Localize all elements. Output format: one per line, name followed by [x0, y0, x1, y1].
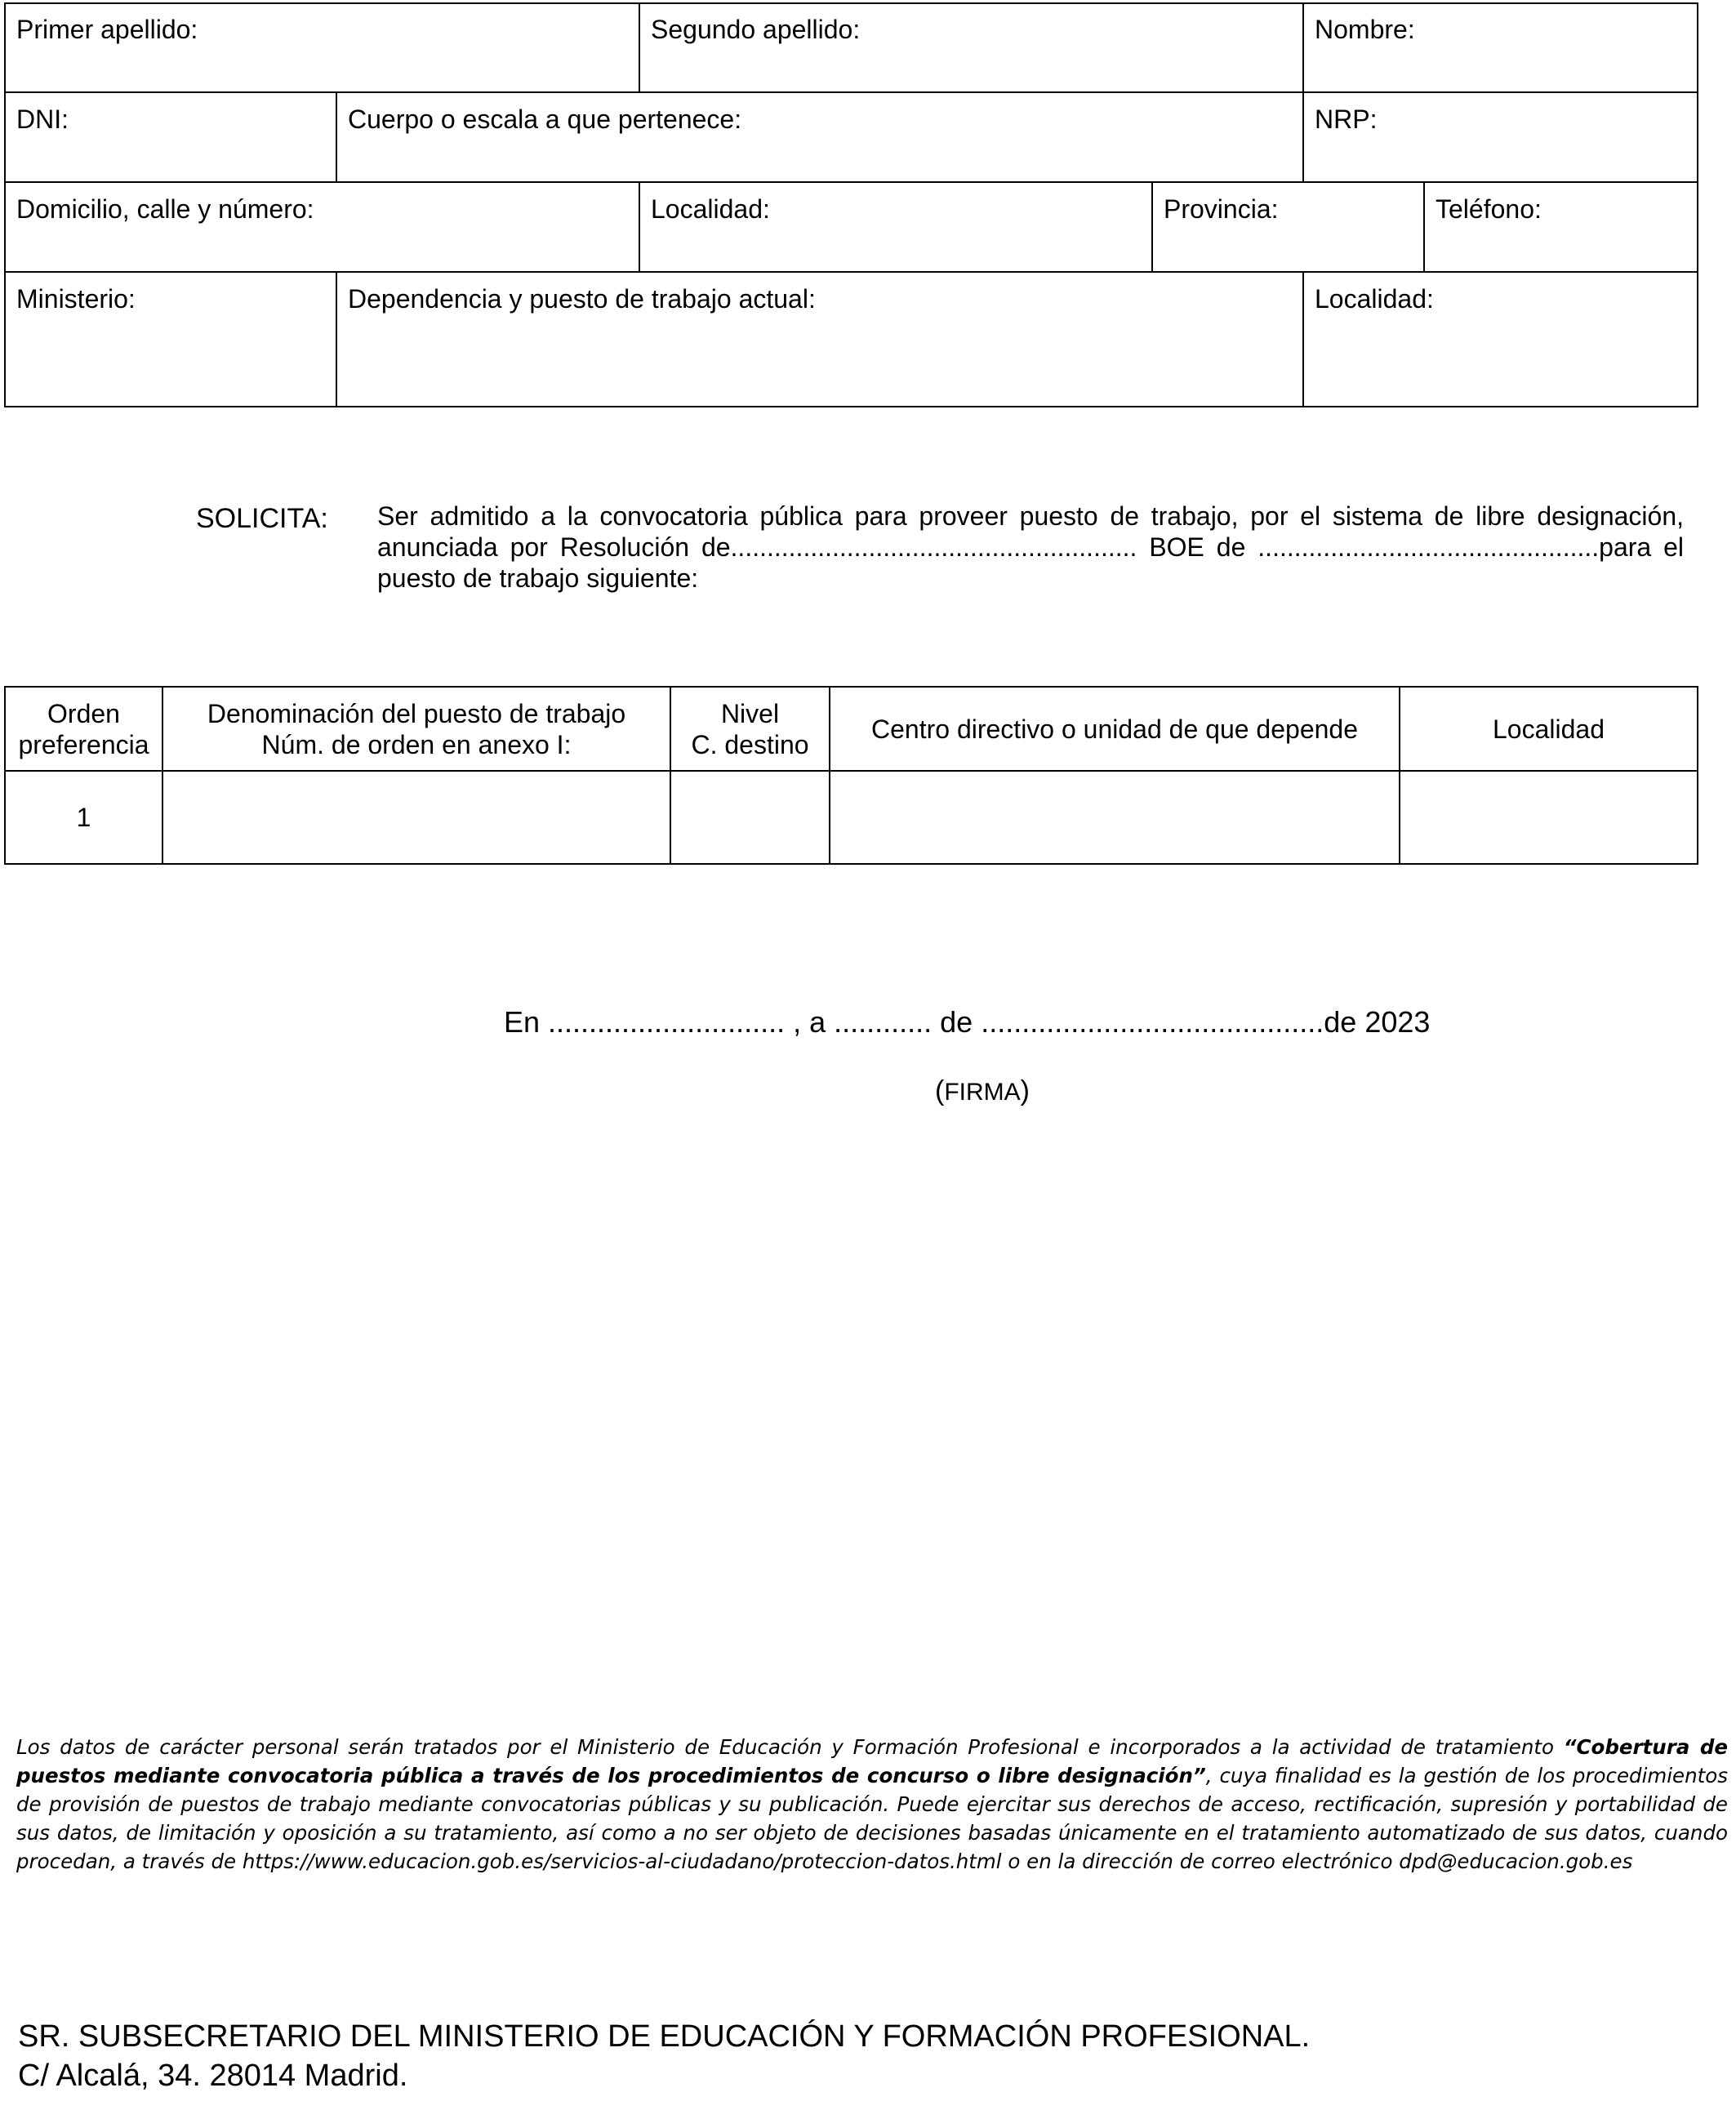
ministerio-field[interactable]: Ministerio:: [16, 284, 136, 314]
header-nivel: [671, 688, 829, 770]
header-centro-directivo: [830, 688, 1399, 770]
addressee-line-1: SR. SUBSECRETARIO DEL MINISTERIO DE EDUCACIÓN Y FORMACIÓN PROFESIONAL.: [18, 2019, 1311, 2054]
date-line: En ............................. , a ............ de ..........................................de 2023: [504, 1005, 1431, 1039]
row-denominacion-cell[interactable]: [163, 772, 670, 863]
firma-label: [935, 1075, 1030, 1109]
solicita-text: [377, 501, 1684, 594]
segundo-apellido-field[interactable]: Segundo apellido:: [651, 15, 861, 44]
telefono-field[interactable]: Teléfono:: [1436, 194, 1542, 224]
firma-close-paren: ): [1020, 1075, 1030, 1106]
header-nivel-line1: Nivel: [720, 698, 780, 728]
header-orden-line2: preferencia: [18, 729, 149, 759]
header-localidad-label: Localidad: [1493, 714, 1605, 744]
localidad-trabajo-field[interactable]: Localidad:: [1315, 284, 1434, 314]
domicilio-field[interactable]: Domicilio, calle y número:: [16, 194, 314, 224]
row-localidad-cell[interactable]: [1400, 772, 1697, 863]
privacy-part1: Los datos de carácter personal serán tratados por el Ministerio de Educación y Formación Profesional e incorporados a la actividad de tratamiento: [16, 1735, 1564, 1759]
firma-open-paren: (: [935, 1075, 945, 1106]
dni-field[interactable]: DNI:: [16, 105, 69, 134]
primer-apellido-field[interactable]: Primer apellido:: [16, 15, 198, 44]
header-orden-preferencia: [6, 688, 162, 770]
addressee-footer: [18, 2017, 1310, 2095]
header-localidad: [1400, 688, 1697, 770]
header-denominacion-line2: Núm. de orden en anexo I:: [261, 729, 572, 759]
solicita-line-2: anunciada por Resolución de........................................................ BOE de ...............................................para el: [377, 532, 1684, 562]
solicita-line-3: puesto de trabajo siguiente:: [377, 563, 699, 593]
header-denominacion-line1: Denominación del puesto de trabajo: [207, 698, 626, 728]
header-denominacion: [163, 688, 670, 770]
cuerpo-escala-field[interactable]: Cuerpo o escala a que pertenece:: [348, 105, 742, 134]
row-orden-value: 1: [76, 803, 91, 832]
header-centro-label: Centro directivo o unidad de que depende: [871, 714, 1358, 744]
addressee-line-2: C/ Alcalá, 34. 28014 Madrid.: [18, 2059, 408, 2093]
solicita-label: SOLICITA:: [196, 503, 328, 534]
row-nivel-cell[interactable]: [671, 772, 829, 863]
nrp-field[interactable]: NRP:: [1315, 105, 1378, 134]
privacy-part2: , cuya finalidad es la gestión de los procedimientos de provisión de puestos de trabajo mediante convocatorias públicas y su publicación. Puede ejercitar sus derechos de acceso, rectificación, supresión y portabilidad de sus datos, de limitación y oposición a su tratamiento, así como a no ser objeto de decisiones basadas únicamente en el tratamiento automatizado de sus datos, cuando procedan, a través de https://www.educacion.gob.es/servicios-al-ciudadano/proteccion-datos.html o en la dirección de correo electrónico dpd@educacion.gob.es: [16, 1764, 1729, 1873]
dependencia-puesto-field[interactable]: Dependencia y puesto de trabajo actual:: [348, 284, 816, 314]
header-nivel-line2: C. destino: [691, 729, 809, 759]
privacy-activity-name: “Cobertura de puestos mediante convocatoria pública a través de los procedimientos de concurso o libre designación”: [16, 1735, 1728, 1787]
nombre-field[interactable]: Nombre:: [1315, 15, 1415, 44]
row-orden-cell: [6, 772, 162, 863]
firma-text: FIRMA: [944, 1079, 1021, 1106]
header-orden-line1: Orden: [47, 698, 120, 728]
row-centro-cell[interactable]: [830, 772, 1399, 863]
localidad-field[interactable]: Localidad:: [651, 194, 770, 224]
provincia-field[interactable]: Provincia:: [1164, 194, 1279, 224]
solicita-line-1: Ser admitido a la convocatoria pública para proveer puesto de trabajo, por el sistema de libre designación,: [377, 501, 1684, 531]
privacy-notice: [16, 1733, 1728, 1876]
